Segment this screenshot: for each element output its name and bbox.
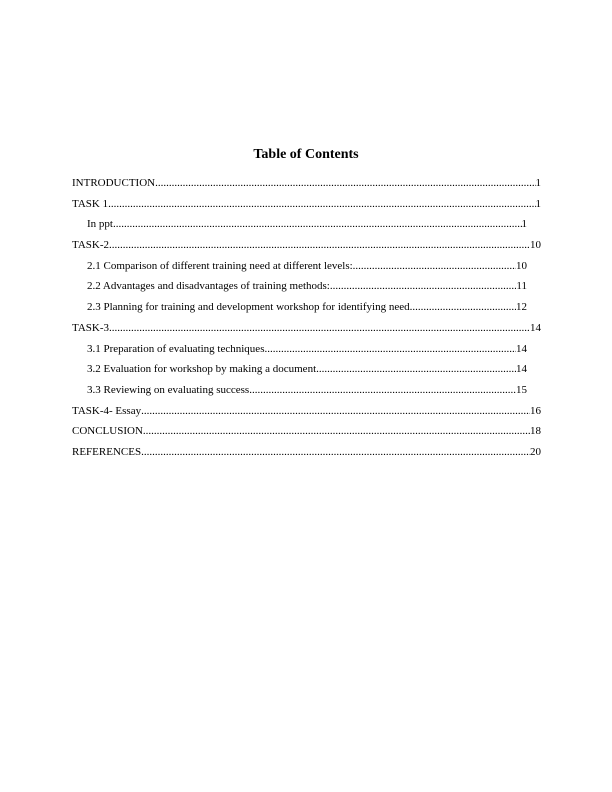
toc-entry-introduction[interactable] (72, 175, 541, 196)
toc-entry-page: 12 (516, 301, 527, 314)
toc-entry-label: 3.1 Preparation of evaluating techniques (87, 342, 265, 355)
toc-entry-references[interactable] (72, 444, 541, 465)
toc-entry-label: REFERENCES (72, 445, 142, 458)
toc-entry-label: TASK 1 (72, 197, 109, 210)
toc-leader-dots (141, 444, 530, 460)
toc-entry-page: 1 (535, 197, 541, 210)
toc-entry-page: 11 (516, 280, 527, 293)
toc-leader-dots (113, 216, 522, 232)
toc-entry-3-2[interactable] (87, 361, 527, 382)
toc-entry-2-2[interactable] (87, 278, 527, 299)
toc-entry-label: 3.3 Reviewing on evaluating success (87, 383, 250, 396)
toc-entry-conclusion[interactable] (72, 423, 541, 444)
toc-entry-3-1[interactable] (87, 341, 527, 362)
toc-entry-task-4-essay[interactable] (72, 403, 541, 424)
toc-entry-label: INTRODUCTION (72, 177, 156, 189)
toc-entry-label: TASK-4- Essay (72, 404, 142, 417)
toc-entry-label: In ppt (87, 218, 113, 231)
toc-leader-dots (109, 320, 530, 336)
toc-entry-page: 16 (530, 404, 541, 417)
toc-entry-page: 14 (516, 342, 527, 355)
toc-entry-page: 1 (535, 177, 541, 189)
toc-leader-dots (108, 196, 535, 212)
toc-entry-label: CONCLUSION (72, 425, 143, 438)
toc-entry-page: 15 (516, 383, 527, 396)
toc-entry-page: 10 (530, 239, 541, 252)
toc-entry-page: 14 (530, 321, 541, 334)
toc-entry-2-3[interactable] (87, 299, 527, 320)
toc-entry-page: 14 (516, 363, 527, 376)
toc-entry-task-1[interactable] (72, 196, 541, 217)
toc-leader-dots (109, 237, 530, 253)
toc-entry-page: 1 (521, 218, 527, 231)
toc-entry-label: 2.3 Planning for training and development workshop for identifying need (87, 301, 410, 314)
toc-entry-task-3[interactable] (72, 320, 541, 341)
toc-entry-label: 2.2 Advantages and disadvantages of training methods: (87, 280, 330, 293)
toc-title: Table of Contents (253, 147, 359, 162)
toc-entry-label: 3.2 Evaluation for workshop by making a document (87, 363, 317, 376)
toc-entry-page: 10 (516, 259, 527, 272)
toc-leader-dots (249, 382, 516, 398)
toc-leader-dots (316, 361, 516, 377)
toc-entry-3-3[interactable] (87, 382, 527, 403)
toc-leader-dots (410, 299, 516, 315)
toc-entry-2-1[interactable] (87, 258, 527, 279)
toc-entry-page: 20 (530, 445, 541, 458)
toc-list (0, 175, 612, 465)
toc-leader-dots (155, 175, 535, 191)
toc-leader-dots (141, 403, 530, 419)
toc-leader-dots (330, 278, 517, 294)
toc-entry-page: 18 (530, 425, 541, 438)
toc-entry-label: 2.1 Comparison of different training need at different levels: (87, 259, 353, 272)
toc-leader-dots (143, 423, 530, 439)
toc-entry-in-ppt[interactable] (87, 216, 527, 237)
toc-leader-dots (264, 341, 516, 357)
toc-entry-label: TASK-2 (72, 239, 110, 252)
toc-leader-dots (353, 258, 516, 274)
toc-entry-task-2[interactable] (72, 237, 541, 258)
toc-entry-label: TASK-3 (72, 321, 110, 334)
